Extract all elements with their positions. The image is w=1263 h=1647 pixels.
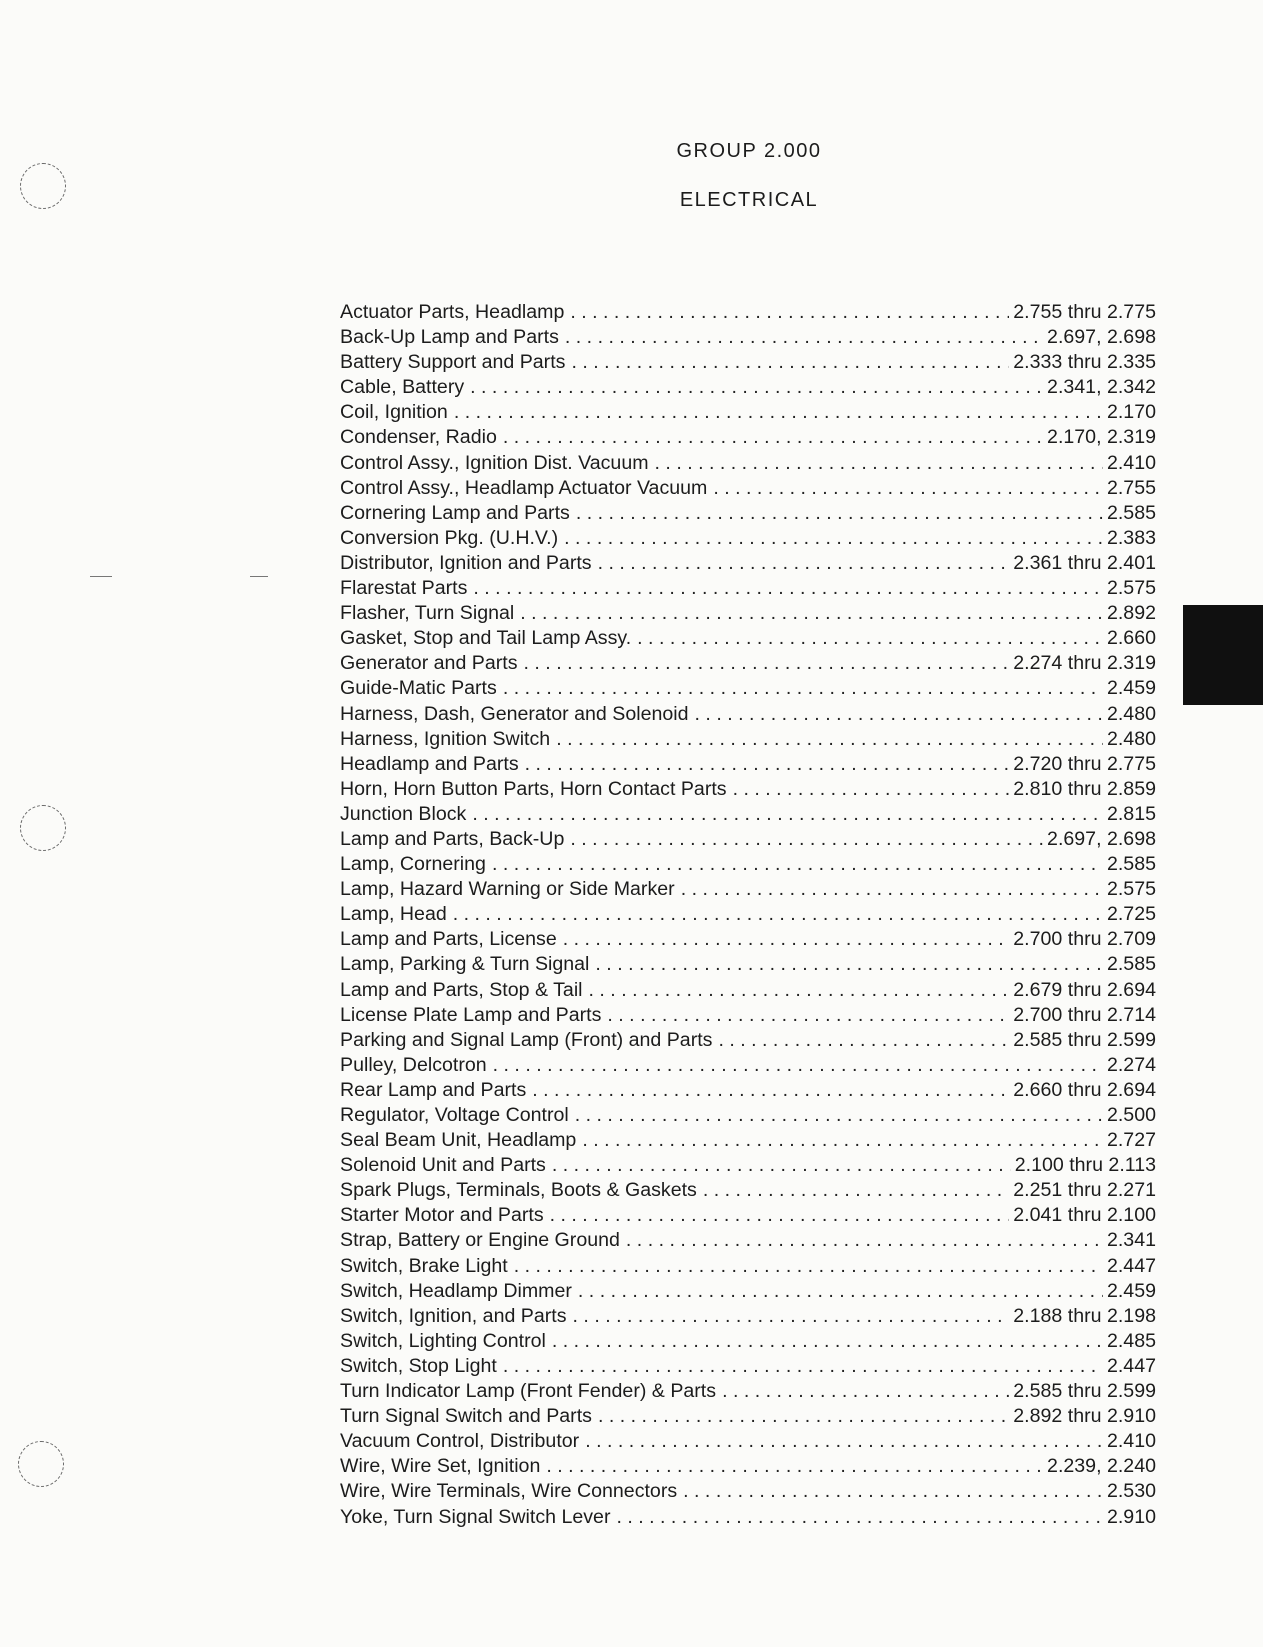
dot-leader (626, 1228, 1103, 1253)
dot-leader (637, 626, 1103, 651)
index-entry (340, 300, 1156, 325)
entry-label: Switch, Headlamp Dimmer (340, 1279, 572, 1302)
entry-label: Pulley, Delcotron (340, 1053, 487, 1076)
entry-label: Turn Signal Switch and Parts (340, 1405, 592, 1428)
index-entry (340, 476, 1156, 501)
entry-page-ref: 2.700 thru 2.709 (1013, 928, 1156, 951)
index-entry (340, 1153, 1156, 1178)
entry-label: Lamp and Parts, Stop & Tail (340, 978, 583, 1001)
entry-label: Back-Up Lamp and Parts (340, 326, 559, 349)
entry-page-ref: 2.170, 2.319 (1047, 426, 1156, 449)
punch-hole (20, 805, 66, 851)
index-entry (340, 1354, 1156, 1379)
entry-page-ref: 2.530 (1106, 1480, 1156, 1503)
entry-label: Vacuum Control, Distributor (340, 1430, 580, 1453)
entry-page-ref: 2.815 (1106, 802, 1156, 825)
dot-leader (571, 350, 1009, 375)
index-entry (340, 1454, 1156, 1479)
entry-page-ref: 2.660 (1106, 627, 1156, 650)
dot-leader (514, 1254, 1103, 1279)
entry-label: Rear Lamp and Parts (340, 1078, 527, 1101)
index-entry (340, 978, 1156, 1003)
dot-leader (718, 1028, 1009, 1053)
dot-leader (616, 1505, 1102, 1530)
section-edge-tab (1183, 605, 1263, 705)
entry-label: Control Assy., Ignition Dist. Vacuum (340, 451, 649, 474)
entry-page-ref: 2.810 thru 2.859 (1013, 777, 1156, 800)
entry-page-ref: 2.100 thru 2.113 (1014, 1154, 1156, 1177)
dot-leader (565, 325, 1043, 350)
index-entry (340, 1429, 1156, 1454)
entry-label: Horn, Horn Button Parts, Horn Contact Parts (340, 777, 727, 800)
entry-page-ref: 2.383 (1106, 526, 1156, 549)
dot-leader (585, 1429, 1103, 1454)
index-entry (340, 1329, 1156, 1354)
entry-label: Control Assy., Headlamp Actuator Vacuum (340, 476, 708, 499)
entry-page-ref: 2.480 (1106, 702, 1156, 725)
entry-page-ref: 2.447 (1106, 1254, 1156, 1277)
entry-label: Spark Plugs, Terminals, Boots & Gaskets (340, 1179, 697, 1202)
dot-leader (473, 576, 1103, 601)
index-entry (340, 400, 1156, 425)
index-entry (340, 350, 1156, 375)
dot-leader (570, 300, 1009, 325)
index-entry (340, 702, 1156, 727)
entry-page-ref: 2.892 thru 2.910 (1013, 1405, 1156, 1428)
index-entry (340, 777, 1156, 802)
entry-label: Turn Indicator Lamp (Front Fender) & Parts (340, 1380, 717, 1403)
entry-label: Battery Support and Parts (340, 351, 566, 374)
entry-label: Wire, Wire Set, Ignition (340, 1455, 541, 1478)
dot-leader (713, 476, 1103, 501)
entry-page-ref: 2.585 (1106, 953, 1156, 976)
dot-leader (563, 927, 1010, 952)
index-entry (340, 1479, 1156, 1504)
parts-index-list (340, 300, 1156, 1530)
entry-page-ref: 2.755 thru 2.775 (1013, 301, 1156, 323)
entry-label: Regulator, Voltage Control (340, 1104, 569, 1126)
dot-leader (598, 1404, 1009, 1429)
index-entry (340, 576, 1156, 601)
index-entry (340, 902, 1156, 927)
dot-leader (546, 1454, 1043, 1479)
margin-mark (90, 576, 112, 577)
index-entry (340, 1078, 1156, 1103)
entry-label: Generator and Parts (340, 652, 518, 675)
entry-page-ref: 2.274 (1106, 1053, 1156, 1076)
dot-leader (524, 651, 1010, 676)
entry-label: Cornering Lamp and Parts (340, 501, 570, 524)
index-entry (340, 827, 1156, 852)
entry-label: Switch, Brake Light (340, 1254, 508, 1277)
entry-page-ref: 2.361 thru 2.401 (1013, 551, 1156, 574)
margin-mark (250, 576, 268, 577)
dot-leader (556, 727, 1103, 752)
dot-leader (695, 702, 1103, 727)
entry-page-ref: 2.585 thru 2.599 (1013, 1028, 1156, 1051)
entry-label: Starter Motor and Parts (340, 1204, 544, 1227)
index-entry (340, 952, 1156, 977)
entry-page-ref: 2.725 (1106, 903, 1156, 926)
dot-leader (552, 1329, 1103, 1354)
entry-page-ref: 2.575 (1106, 878, 1156, 901)
dot-leader (655, 451, 1103, 476)
entry-page-ref: 2.755 (1106, 476, 1156, 499)
index-entry (340, 1028, 1156, 1053)
dot-leader (493, 1053, 1103, 1078)
entry-page-ref: 2.660 thru 2.694 (1013, 1078, 1156, 1101)
entry-label: Distributor, Ignition and Parts (340, 551, 592, 574)
index-entry (340, 1279, 1156, 1304)
entry-label: Solenoid Unit and Parts (340, 1154, 546, 1177)
entry-page-ref: 2.892 (1106, 602, 1156, 625)
index-entry (340, 927, 1156, 952)
entry-label: Parking and Signal Lamp (Front) and Parts (340, 1028, 713, 1051)
entry-page-ref: 2.575 (1106, 577, 1156, 600)
dot-leader (595, 952, 1103, 977)
dot-leader (578, 1279, 1103, 1304)
section-title: ELECTRICAL (679, 189, 819, 211)
entry-page-ref: 2.697, 2.698 (1047, 326, 1156, 349)
entry-page-ref: 2.341, 2.342 (1047, 376, 1156, 399)
entry-page-ref: 2.459 (1106, 677, 1156, 700)
punch-hole (18, 1441, 64, 1487)
index-entry (340, 727, 1156, 752)
dot-leader (520, 601, 1103, 626)
entry-page-ref: 2.485 (1106, 1329, 1156, 1352)
dot-leader (525, 752, 1010, 777)
entry-label: Harness, Ignition Switch (340, 727, 551, 750)
group-heading: GROUP 2.000 (676, 140, 822, 162)
index-entry (340, 601, 1156, 626)
index-entry (340, 1505, 1156, 1530)
dot-leader (703, 1178, 1009, 1203)
index-entry (340, 501, 1156, 526)
entry-label: Cable, Battery (340, 376, 465, 399)
dot-leader (722, 1379, 1009, 1404)
entry-label: Lamp, Parking & Turn Signal (340, 953, 590, 976)
dot-leader (582, 1128, 1103, 1153)
entry-label: Harness, Dash, Generator and Solenoid (340, 702, 689, 725)
dot-leader (576, 501, 1103, 526)
entry-label: License Plate Lamp and Parts (340, 1003, 602, 1026)
dot-leader (575, 1103, 1103, 1128)
entry-page-ref: 2.679 thru 2.694 (1013, 978, 1156, 1001)
entry-label: Lamp, Head (340, 903, 447, 926)
entry-label: Actuator Parts, Headlamp (340, 301, 565, 323)
entry-label: Headlamp and Parts (340, 752, 519, 775)
index-entry (340, 375, 1156, 400)
dot-leader (570, 827, 1043, 852)
dot-leader (683, 1479, 1103, 1504)
dot-leader (453, 902, 1103, 927)
entry-page-ref: 2.239, 2.240 (1047, 1455, 1156, 1478)
entry-page-ref: 2.251 thru 2.271 (1013, 1179, 1156, 1202)
dot-leader (532, 1078, 1009, 1103)
index-entry (340, 626, 1156, 651)
entry-page-ref: 2.447 (1106, 1354, 1156, 1377)
entry-label: Seal Beam Unit, Headlamp (340, 1129, 577, 1152)
index-entry (340, 425, 1156, 450)
entry-label: Flarestat Parts (340, 577, 468, 600)
entry-page-ref: 2.500 (1106, 1104, 1156, 1126)
entry-page-ref: 2.697, 2.698 (1047, 827, 1156, 850)
index-entry (340, 1379, 1156, 1404)
index-entry (340, 852, 1156, 877)
entry-label: Lamp, Cornering (340, 853, 486, 876)
dot-leader (550, 1203, 1010, 1228)
dot-leader (454, 400, 1103, 425)
entry-page-ref: 2.274 thru 2.319 (1013, 652, 1156, 675)
index-entry (340, 1053, 1156, 1078)
entry-page-ref: 2.459 (1106, 1279, 1156, 1302)
entry-label: Strap, Battery or Engine Ground (340, 1229, 620, 1252)
index-entry (340, 651, 1156, 676)
entry-page-ref: 2.700 thru 2.714 (1013, 1003, 1156, 1026)
entry-page-ref: 2.333 thru 2.335 (1013, 351, 1156, 374)
index-entry (340, 877, 1156, 902)
entry-page-ref: 2.188 thru 2.198 (1013, 1304, 1156, 1327)
entry-label: Switch, Lighting Control (340, 1329, 546, 1352)
entry-label: Lamp and Parts, Back-Up (340, 827, 565, 850)
entry-label: Yoke, Turn Signal Switch Lever (340, 1505, 611, 1528)
dot-leader (681, 877, 1103, 902)
entry-label: Lamp, Hazard Warning or Side Marker (340, 878, 675, 901)
dot-leader (503, 425, 1043, 450)
entry-label: Wire, Wire Terminals, Wire Connectors (340, 1480, 678, 1503)
entry-label: Coil, Ignition (340, 401, 448, 424)
index-entry (340, 1304, 1156, 1329)
index-entry (340, 1128, 1156, 1153)
entry-label: Switch, Stop Light (340, 1354, 497, 1377)
entry-page-ref: 2.341 (1106, 1229, 1156, 1252)
dot-leader (573, 1304, 1010, 1329)
entry-label: Lamp and Parts, License (340, 928, 557, 951)
dot-leader (470, 375, 1043, 400)
dot-leader (492, 852, 1103, 877)
dot-leader (472, 802, 1103, 827)
entry-page-ref: 2.041 thru 2.100 (1013, 1204, 1156, 1227)
index-entry (340, 1254, 1156, 1279)
entry-page-ref: 2.480 (1106, 727, 1156, 750)
index-entry (340, 752, 1156, 777)
entry-label: Guide-Matic Parts (340, 677, 497, 700)
entry-page-ref: 2.727 (1106, 1129, 1156, 1152)
index-entry (340, 676, 1156, 701)
dot-leader (503, 676, 1103, 701)
dot-leader (564, 526, 1103, 551)
index-entry (340, 1003, 1156, 1028)
entry-label: Switch, Ignition, and Parts (340, 1304, 567, 1327)
dot-leader (589, 978, 1010, 1003)
dot-leader (552, 1153, 1011, 1178)
index-entry (340, 802, 1156, 827)
index-entry (340, 1404, 1156, 1429)
entry-page-ref: 2.585 thru 2.599 (1013, 1380, 1156, 1403)
dot-leader (733, 777, 1010, 802)
entry-label: Gasket, Stop and Tail Lamp Assy. (340, 627, 632, 650)
entry-page-ref: 2.410 (1106, 1430, 1156, 1453)
index-entry (340, 551, 1156, 576)
entry-page-ref: 2.910 (1106, 1505, 1156, 1528)
index-entry (340, 1203, 1156, 1228)
entry-label: Condenser, Radio (340, 426, 497, 449)
entry-page-ref: 2.170 (1106, 401, 1156, 424)
entry-page-ref: 2.585 (1106, 853, 1156, 876)
entry-page-ref: 2.720 thru 2.775 (1013, 752, 1156, 775)
entry-page-ref: 2.410 (1106, 451, 1156, 474)
index-entry (340, 1228, 1156, 1253)
entry-page-ref: 2.585 (1106, 501, 1156, 524)
dot-leader (598, 551, 1010, 576)
index-entry (340, 325, 1156, 350)
index-entry (340, 526, 1156, 551)
entry-label: Conversion Pkg. (U.H.V.) (340, 526, 559, 549)
dot-leader (607, 1003, 1009, 1028)
entry-label: Flasher, Turn Signal (340, 602, 515, 625)
dot-leader (503, 1354, 1103, 1379)
index-entry (340, 451, 1156, 476)
index-entry (340, 1103, 1156, 1128)
index-entry (340, 1178, 1156, 1203)
entry-label: Junction Block (340, 802, 467, 825)
